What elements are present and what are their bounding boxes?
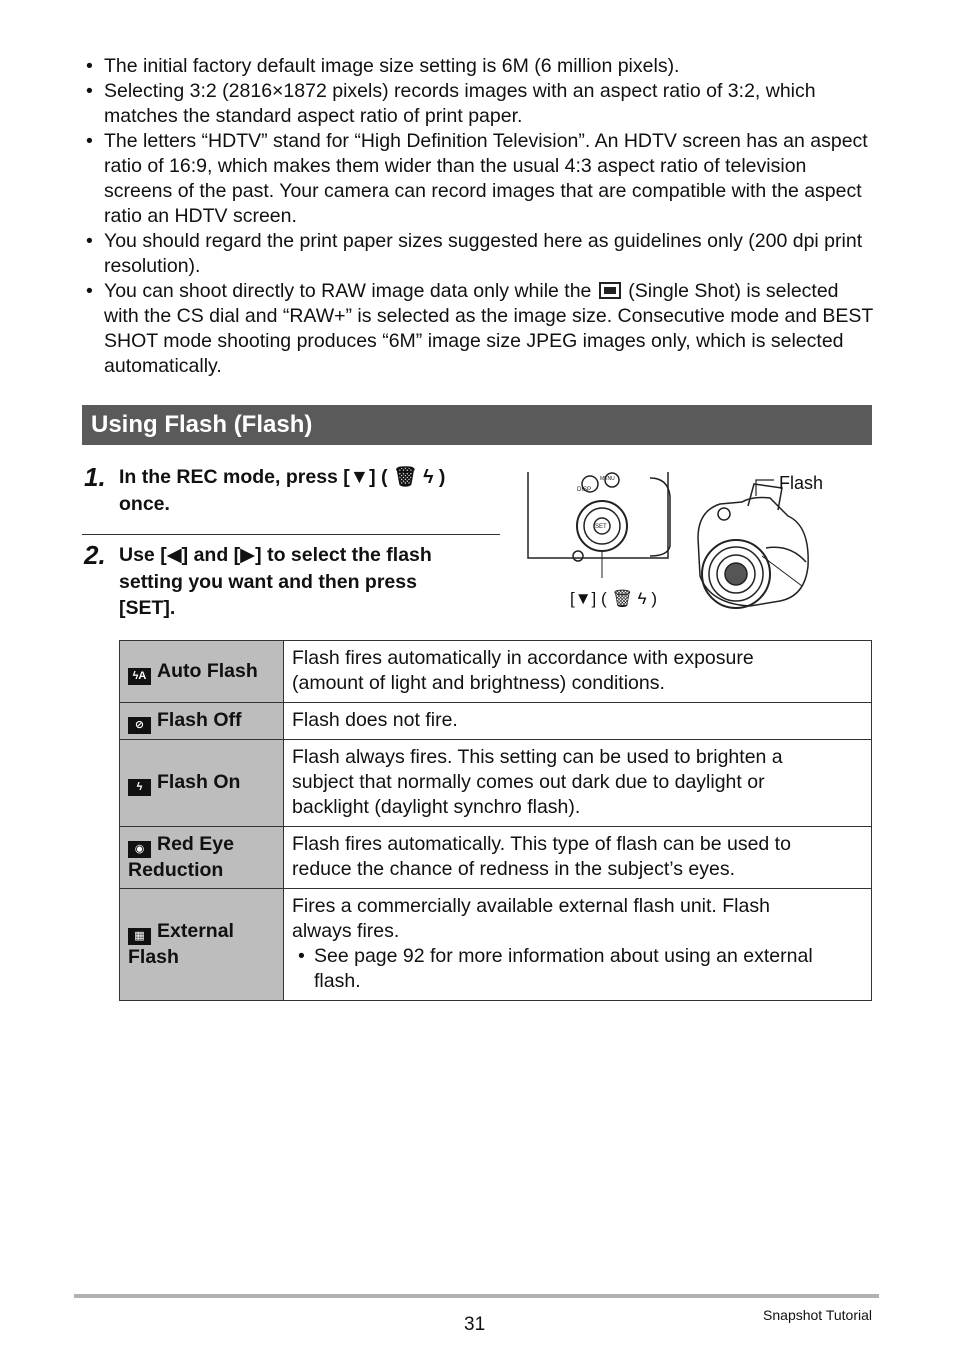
flash-callout-line	[756, 480, 774, 496]
camera-illustration	[520, 466, 865, 622]
table-row: ▦ External Flash Fires a commercially available external flash unit. Flash always fires. • See page 92 for more information about using an external flash.	[120, 889, 872, 1001]
flash-on-icon: ϟ	[128, 779, 151, 796]
note-item: • Selecting 3:2 (2816×1872 pixels) records images with an aspect ratio of 3:2, which matches the standard aspect ratio of print paper.	[86, 79, 876, 129]
camera-front	[698, 484, 808, 608]
section-title: Using Flash (Flash)	[82, 405, 872, 445]
page-number: 31	[464, 1314, 486, 1335]
flash-modes-table	[119, 640, 872, 1001]
table-row: ⊘ Flash Off Flash does not fire.	[120, 703, 872, 740]
single-shot-icon	[599, 282, 621, 299]
table-row: ϟA Auto Flash Flash fires automatically in accordance with exposure (amount of light and brightness) conditions.	[120, 641, 872, 703]
flash-off-icon: ⊘	[128, 717, 151, 734]
step-2-text: Use [◀] and [▶] to select the flash setting you want and then press [SET].	[119, 544, 432, 619]
table-row: ϟ Flash On Flash always fires. This setting can be used to brighten a subject that normally comes out dark due to daylight or backlight (daylight synchro flash).	[120, 740, 872, 827]
note-item: • You should regard the print paper sizes suggested here as guidelines only (200 dpi print resolution).	[86, 229, 876, 279]
step-1-text: In the REC mode, press [▼] ( 🗑 ϟ ) once.	[119, 466, 446, 515]
set-label: SET	[595, 524, 607, 530]
menu-label: MENU	[600, 476, 615, 482]
step-divider	[82, 534, 500, 535]
auto-flash-icon: ϟA	[128, 668, 151, 685]
table-row: ◉ Red Eye Reduction Flash fires automatically. This type of flash can be used to reduce the chance of redness in the subject’s eyes.	[120, 827, 872, 889]
external-flash-icon: ▦	[128, 928, 151, 945]
notes-list	[86, 54, 876, 379]
step-1-number: 1.	[84, 462, 106, 492]
button-callout-label: [▼] ( 🗑 ϟ )	[570, 589, 658, 608]
footer-section-label: Snapshot Tutorial	[763, 1307, 872, 1323]
red-eye-icon: ◉	[128, 841, 151, 858]
flash-callout-label: Flash	[779, 473, 824, 493]
step-2-number: 2.	[84, 540, 106, 570]
note-item: • The letters “HDTV” stand for “High Definition Television”. An HDTV screen has an aspect ratio of 16:9, which makes them wider than the usual 4:3 aspect ratio of television screens of the past. Your camera can record images that are compatible with the aspect ratio an HDTV screen.	[86, 129, 876, 229]
footer-rule	[74, 1294, 879, 1298]
note-item: • You can shoot directly to RAW image data only while the (Single Shot) is selected with the CS dial and “RAW+” is selected as the image size. Consecutive mode and BEST SHOT mode shooting produces “6M” image size JPEG images only, which is selected automatically.	[86, 279, 876, 379]
note-item: • The initial factory default image size setting is 6M (6 million pixels).	[86, 54, 876, 79]
disp-label: DISP	[577, 487, 592, 493]
